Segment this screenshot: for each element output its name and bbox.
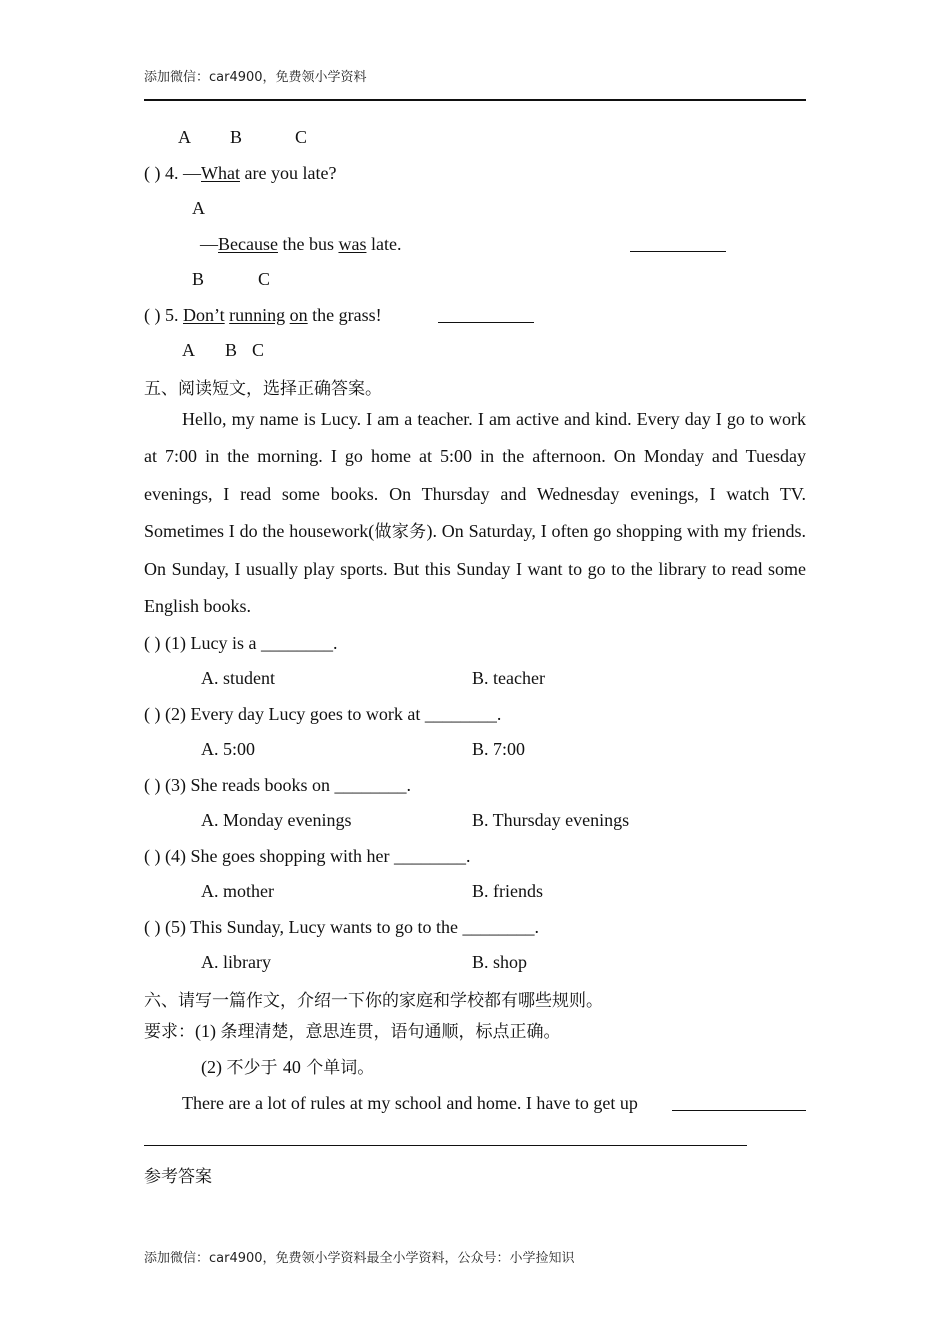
rq4-option-b[interactable]: B. friends xyxy=(472,881,543,901)
rq5-stem: ( ) (5) This Sunday, Lucy wants to go to the ________. xyxy=(144,917,539,937)
req2-text-b: 个单词。 xyxy=(300,1058,375,1078)
req2-text-a: 不少于 xyxy=(226,1058,283,1078)
passage-cjk: 做家务 xyxy=(374,521,427,542)
rq5-option-a[interactable]: A. library xyxy=(201,952,271,972)
rq4-stem: ( ) (4) She goes shopping with her ________. xyxy=(144,846,471,866)
essay-blank-2[interactable] xyxy=(144,1145,747,1146)
q5-end: the grass! xyxy=(307,305,382,325)
answers-title: 参考答案 xyxy=(144,1167,212,1187)
rq1-option-a[interactable]: A. student xyxy=(201,668,275,688)
header-rule xyxy=(144,99,806,101)
q4-paren: ( ) 4. — xyxy=(144,163,201,183)
essay-blank-1[interactable] xyxy=(672,1110,806,1111)
rq3-option-b[interactable]: B. Thursday evenings xyxy=(472,810,630,830)
section6-title: 六、请写一篇作文，介绍一下你的家庭和学校都有哪些规则。 xyxy=(144,991,603,1011)
req1-num: (1) xyxy=(195,1021,221,1041)
rq3-stem: ( ) (3) She reads books on ________. xyxy=(144,775,411,795)
q5-label-b: B xyxy=(225,340,238,360)
rq1-stem: ( ) (1) Lucy is a ________. xyxy=(144,633,338,653)
requirement-1 xyxy=(144,1020,561,1043)
passage-part-b: ). On Saturday, I often go shopping with my friends. On Sunday, I usually play sports. But this Sunday I want to go to the library to read some English books. xyxy=(144,520,807,617)
requirement-2 xyxy=(201,1056,374,1079)
req-label: 要求： xyxy=(144,1022,195,1042)
q4-mid: the bus xyxy=(277,234,339,254)
q4-end: late. xyxy=(366,234,402,254)
essay-starter: There are a lot of rules at my school and home. I have to get up xyxy=(182,1093,638,1113)
q4-line1 xyxy=(144,162,336,184)
rq2-option-b[interactable]: B. 7:00 xyxy=(472,739,526,759)
q3-label-c: C xyxy=(295,127,308,147)
q4-rest1: are you late? xyxy=(239,163,337,183)
q5-answer-blank[interactable] xyxy=(438,322,534,323)
q5-word-running: running xyxy=(229,305,286,325)
passage-part-a: Hello, my name is Lucy. I am a teacher. I am active and kind. Every day I go to work at 7:00 in the morning. I go home at 5:00 in the afternoon. On Monday and Tuesday evenings, I read some books. On Thursday and Wednesday evenings, I watch TV. Sometimes I do the housework( xyxy=(144,409,806,541)
q5-word-on: on xyxy=(289,305,308,325)
q3-label-a: A xyxy=(178,127,191,147)
q4-dash: — xyxy=(200,234,218,254)
q5-label-c: C xyxy=(252,340,265,360)
q4-answer-blank[interactable] xyxy=(630,251,726,252)
rq1-option-b[interactable]: B. teacher xyxy=(472,668,545,688)
section5-title: 五、阅读短文，选择正确答案。 xyxy=(144,379,382,399)
rq3-option-a[interactable]: A. Monday evenings xyxy=(201,810,352,830)
q4-line2 xyxy=(200,233,401,255)
q4-word-was: was xyxy=(338,234,367,254)
q4-label-c: C xyxy=(258,269,271,289)
q5-paren: ( ) 5. xyxy=(144,305,183,325)
req2-num40: 40 xyxy=(282,1057,301,1077)
q4-label-a: A xyxy=(192,198,205,218)
q5-label-a: A xyxy=(182,340,195,360)
rq2-stem: ( ) (2) Every day Lucy goes to work at ________. xyxy=(144,704,502,724)
q4-label-b: B xyxy=(192,269,205,289)
q4-word-what: What xyxy=(201,163,240,183)
page-footer: 添加微信：car4900，免费领小学资料最全小学资料，公众号：小学捡知识 xyxy=(144,1251,575,1266)
q5-line xyxy=(144,304,382,326)
req2-num: (2) xyxy=(201,1057,227,1077)
q4-word-because: Because xyxy=(218,234,278,254)
page-header: 添加微信：car4900，免费领小学资料 xyxy=(144,70,367,85)
rq4-option-a[interactable]: A. mother xyxy=(201,881,274,901)
rq5-option-b[interactable]: B. shop xyxy=(472,952,528,972)
q5-word-dont: Don’t xyxy=(183,305,225,325)
reading-passage xyxy=(144,401,806,626)
req1-text: 条理清楚，意思连贯，语句通顺，标点正确。 xyxy=(220,1022,561,1042)
rq2-option-a[interactable]: A. 5:00 xyxy=(201,739,255,759)
q3-label-b: B xyxy=(230,127,243,147)
